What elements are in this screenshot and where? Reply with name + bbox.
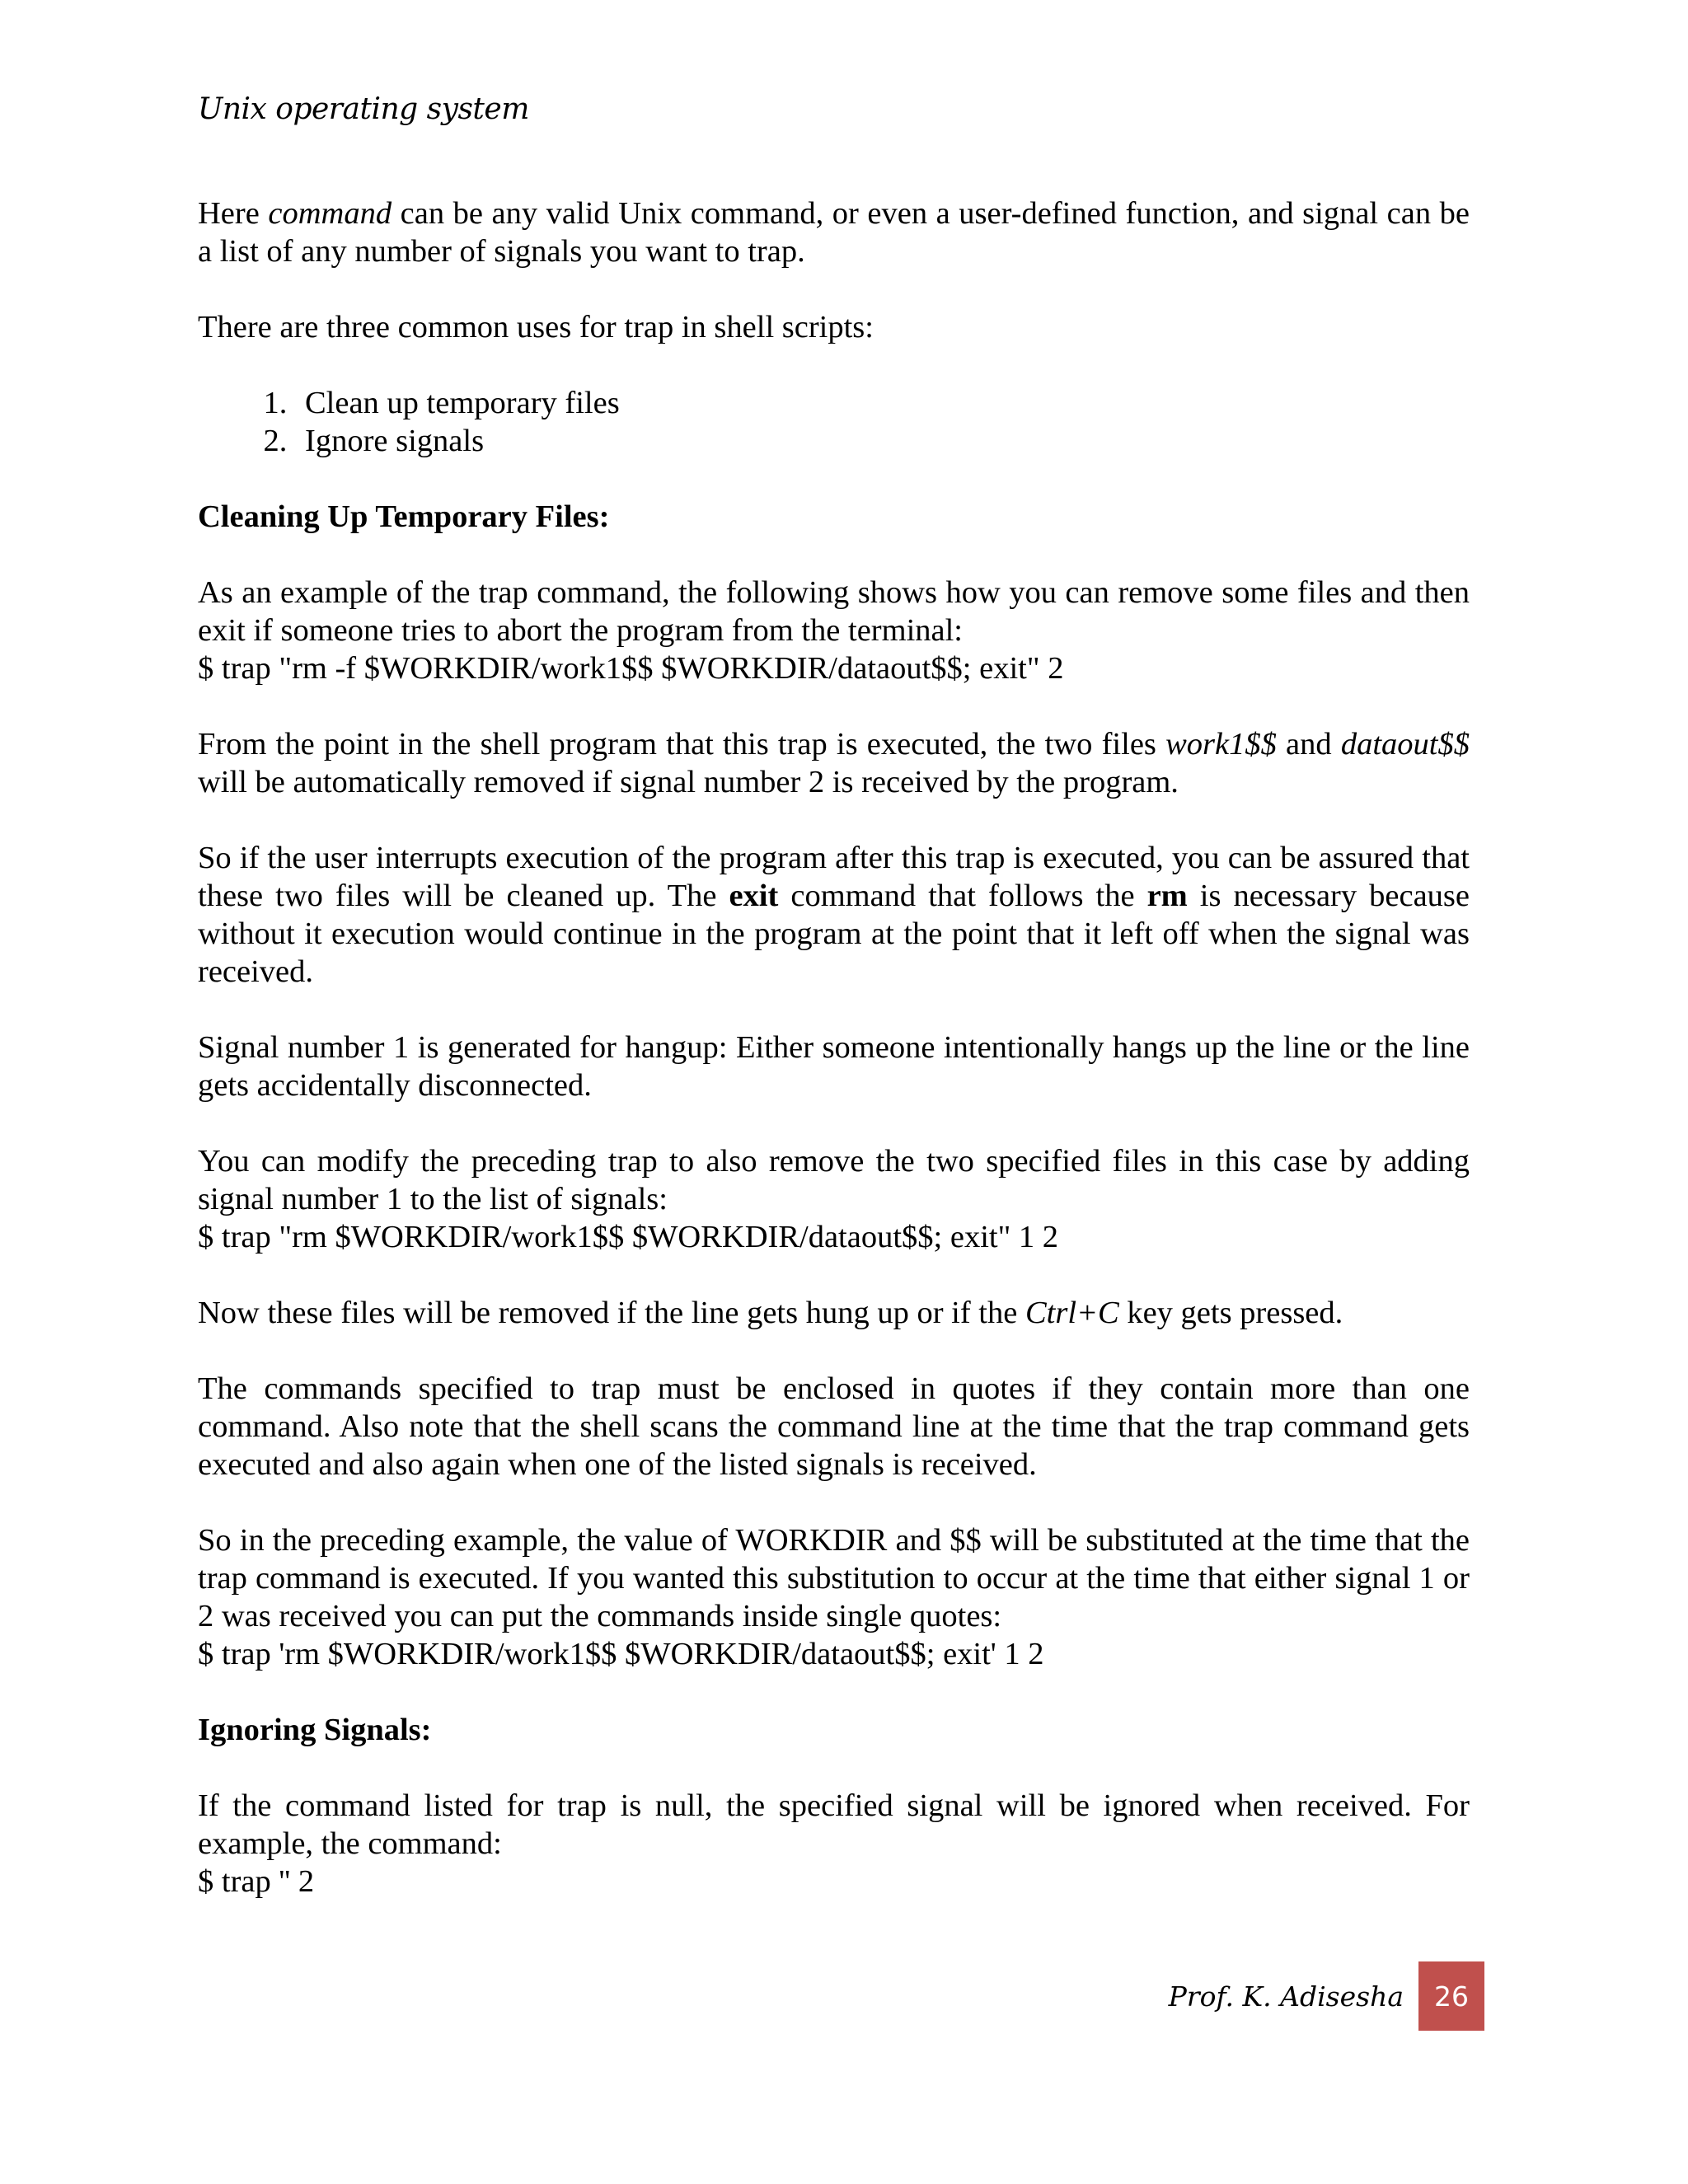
- now-text-1: Now these files will be removed if the line gets hung up or if the: [198, 1296, 1025, 1330]
- intro-text-2: can be any valid Unix command, or even a user-defined function, and signal can be a list of any number of signals you want to trap.: [198, 196, 1470, 269]
- command-line: $ trap "rm -f $WORKDIR/work1$$ $WORKDIR/dataout$$; exit" 2: [198, 651, 1064, 686]
- rm-keyword: rm: [1146, 879, 1188, 913]
- page-number-badge: 26: [1418, 1961, 1484, 2031]
- page-footer: [1169, 1961, 1484, 2031]
- example-text: As an example of the trap command, the following shows how you can remove some files and then exit if someone tries to abort the program from the terminal:: [198, 575, 1470, 648]
- point-text-1: From the point in the shell program that this trap is executed, the two files: [198, 727, 1166, 762]
- modify-paragraph: [198, 1142, 1470, 1256]
- exit-keyword: exit: [729, 879, 779, 913]
- list-item: 1. Clean up temporary files: [295, 384, 1470, 422]
- intro-command-term: command: [268, 196, 392, 231]
- ignore-text: If the command listed for trap is null, the specified signal will be ignored when received. For example, the command:: [198, 1788, 1470, 1861]
- substitution-paragraph: [198, 1521, 1470, 1673]
- point-paragraph: [198, 725, 1470, 801]
- intro-text-1: Here: [198, 196, 269, 231]
- page-body: [198, 194, 1470, 1938]
- modify-text: You can modify the preceding trap to also remove the two specified files in this case by adding signal number 1 to the list of signals:: [198, 1144, 1470, 1216]
- filename-dataout: dataout$$: [1340, 727, 1470, 762]
- command-line: $ trap 'rm $WORKDIR/work1$$ $WORKDIR/dataout$$; exit' 1 2: [198, 1637, 1044, 1671]
- interrupt-text-3: is necessary because without it execution would continue in the program at the point that it left off when the signal was received.: [198, 879, 1470, 989]
- ignore-paragraph: [198, 1787, 1470, 1900]
- point-text-2: and: [1276, 727, 1341, 762]
- section-heading-cleanup: Cleaning Up Temporary Files:: [198, 499, 610, 534]
- quotes-paragraph: The commands specified to trap must be enclosed in quotes if they contain more than one command. Also note that the shell scans the command line at the time that the trap command gets executed and also again when one of the listed signals is received.: [198, 1371, 1470, 1482]
- running-header: Unix operating system: [198, 92, 529, 126]
- substitution-text: So in the preceding example, the value of WORKDIR and $$ will be substituted at the time that the trap command is executed. If you wanted this substitution to occur at the time that either signal 1 or 2 was received you can put the commands inside single quotes:: [198, 1523, 1470, 1633]
- ctrl-c-term: Ctrl+C: [1025, 1296, 1119, 1330]
- footer-author: Prof. K. Adisesha: [1168, 1980, 1404, 2013]
- command-line: $ trap '' 2: [198, 1864, 315, 1899]
- command-line: $ trap "rm $WORKDIR/work1$$ $WORKDIR/dataout$$; exit" 1 2: [198, 1220, 1059, 1254]
- intro-paragraph: [198, 194, 1470, 270]
- now-text-2: key gets pressed.: [1118, 1296, 1343, 1330]
- uses-intro: There are three common uses for trap in shell scripts:: [198, 310, 874, 344]
- example-paragraph: [198, 574, 1470, 687]
- interrupt-text-1: So if the user interrupts execution of the program after this trap is executed, you can be assured that these two files will be cleaned up. The: [198, 841, 1470, 913]
- uses-list: [198, 384, 1470, 460]
- point-text-3: will be automatically removed if signal number 2 is received by the program.: [198, 765, 1179, 799]
- now-paragraph: [198, 1294, 1470, 1332]
- interrupt-text-2: command that follows the: [778, 879, 1147, 913]
- filename-work1: work1$$: [1165, 727, 1277, 762]
- hangup-paragraph: Signal number 1 is generated for hangup: Either someone intentionally hangs up the line or the line gets accidentally disconnected.: [198, 1030, 1470, 1103]
- list-item: 2. Ignore signals: [295, 422, 1470, 460]
- section-heading-ignore: Ignoring Signals:: [198, 1713, 432, 1747]
- interrupt-paragraph: [198, 839, 1470, 991]
